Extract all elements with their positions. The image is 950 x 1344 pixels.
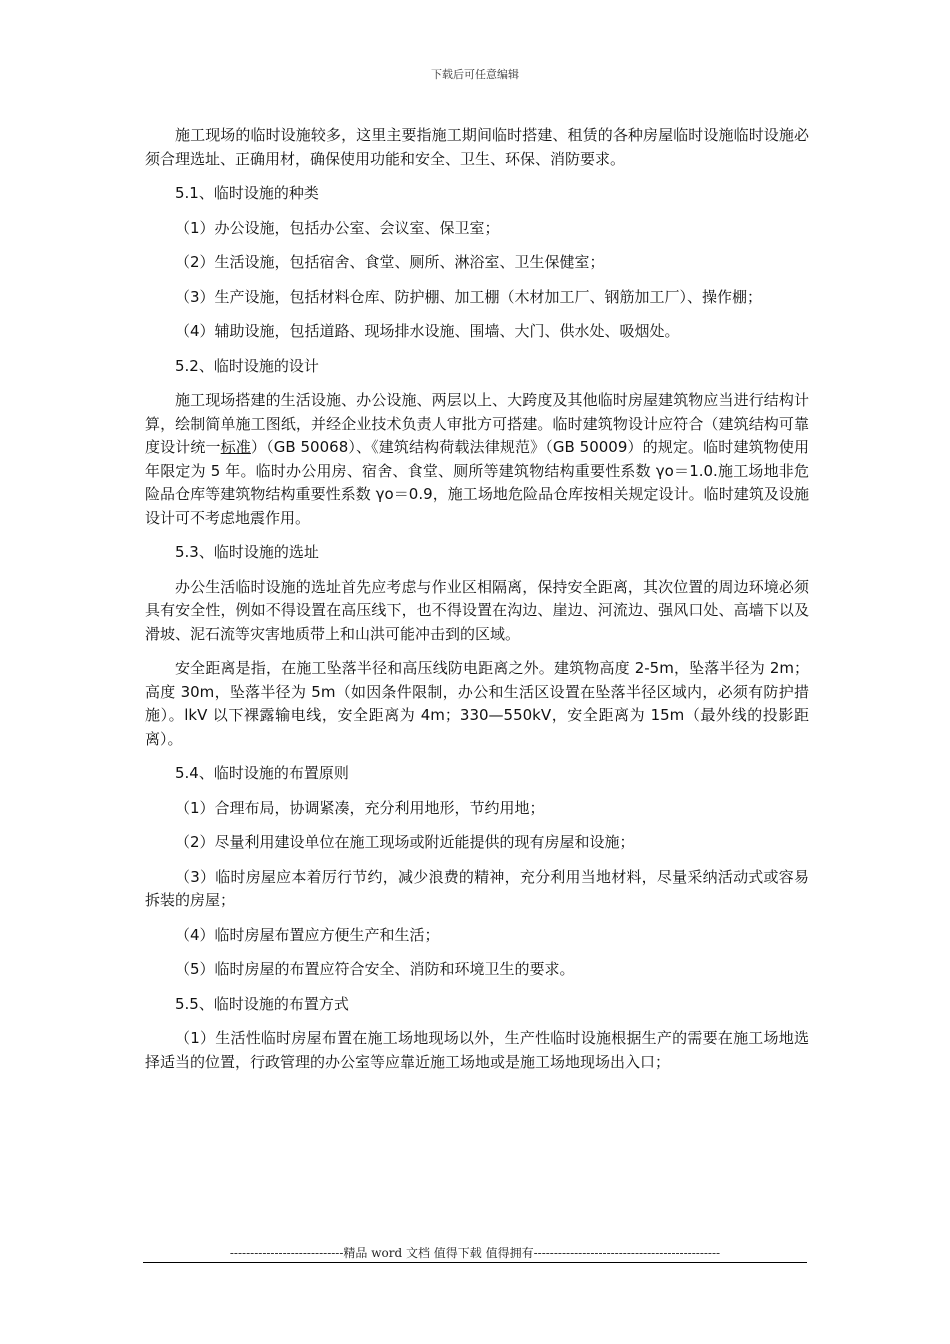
principle-item-4: （4）临时房屋布置应方便生产和生活； — [175, 925, 440, 944]
section-heading-5-4: 5.4、临时设施的布置原则 — [175, 764, 349, 782]
principle-item-2: （2）尽量利用建设单位在施工现场或附近能提供的现有房屋和设施； — [175, 833, 635, 851]
principle-item-5: （5）临时房屋的布置应符合安全、消防和环境卫生的要求。 — [175, 960, 575, 978]
document-body — [145, 124, 809, 1085]
list-item-office: （1）办公设施，包括办公室、会议室、保卫室； — [175, 218, 500, 237]
design-text-before: 施工现场搭建的生活设施、办公设施、两层以上、大跨度及其他临时房屋建筑物应当进行结构计算，绘制简单施工图纸，并经企业技术负责人审批方可搭建。临时建筑物设计应符合（建筑结构可靠度设计统一 — [145, 391, 809, 456]
paragraph-intro: 施工现场的临时设施较多，这里主要指施工期间临时搭建、租赁的各种房屋临时设施临时设施必须合理选址、正确用材，确保使用功能和安全、卫生、环保、消防要求。 — [145, 126, 809, 168]
design-text-underlined: 标准 — [220, 438, 251, 456]
principle-item-1: （1）合理布局，协调紧凑，充分利用地形，节约用地； — [175, 798, 545, 817]
list-item-living: （2）生活设施，包括宿舍、食堂、厕所、淋浴室、卫生保健室； — [175, 253, 605, 271]
footer-divider — [143, 1262, 807, 1263]
page-footer: ----------------------------精品 word 文档 值得下载 值得拥有---------------------------------------------- — [229, 1246, 721, 1260]
paragraph-safety-distance: 安全距离是指，在施工坠落半径和高压线防电距离之外。建筑物高度 2-5m，坠落半径为 2m；高度 30m，坠落半径为 5m（如因条件限制，办公和生活区设置在坠落半径区域内，必须有防护措施）。lkV 以下裸露输电线，安全距离为 4m；330—550kV，安全距离为 15m（最外线的投影距离）。 — [145, 659, 809, 748]
principle-item-3: （3）临时房屋应本着厉行节约，减少浪费的精神，充分利用当地材料，尽量采纳活动式或容易拆装的房屋； — [145, 867, 809, 909]
section-heading-5-3: 5.3、临时设施的选址 — [175, 543, 319, 561]
section-heading-5-5: 5.5、临时设施的布置方式 — [175, 994, 349, 1013]
list-item-auxiliary: （4）辅助设施，包括道路、现场排水设施、围墙、大门、供水处、吸烟处。 — [175, 322, 680, 340]
layout-item-1: （1）生活性临时房屋布置在施工场地现场以外，生产性临时设施根据生产的需要在施工场地选择适当的位置，行政管理的办公室等应靠近施工场地或是施工场地现场出入口； — [145, 1029, 809, 1071]
section-heading-5-2: 5.2、临时设施的设计 — [175, 356, 319, 375]
design-text-after: ）（GB 50068）、《建筑结构荷载法律规范》（GB 50009）的规定。临时建筑物使用年限定为 5 年。临时办公用房、宿舍、食堂、厕所等建筑物结构重要性系数 γo＝1.0.施工场地非危险品仓库等建筑物结构重要性系数 γo＝0.9，施工场地危险品仓库按相关规定设计。临时建筑及设施设计可不考虑地震作用。 — [145, 438, 809, 527]
paragraph-design — [145, 389, 809, 530]
paragraph-site-selection: 办公生活临时设施的选址首先应考虑与作业区相隔离，保持安全距离，其次位置的周边环境必须具有安全性，例如不得设置在高压线下，也不得设置在沟边、崖边、河流边、强风口处、高墙下以及滑坡、泥石流等灾害地质带上和山洪可能冲击到的区域。 — [145, 577, 809, 643]
page-header: 下载后可任意编辑 — [431, 68, 519, 81]
section-heading-5-1: 5.1、临时设施的种类 — [175, 184, 319, 202]
list-item-production: （3）生产设施，包括材料仓库、防护棚、加工棚（木材加工厂、钢筋加工厂）、操作棚； — [175, 287, 763, 306]
